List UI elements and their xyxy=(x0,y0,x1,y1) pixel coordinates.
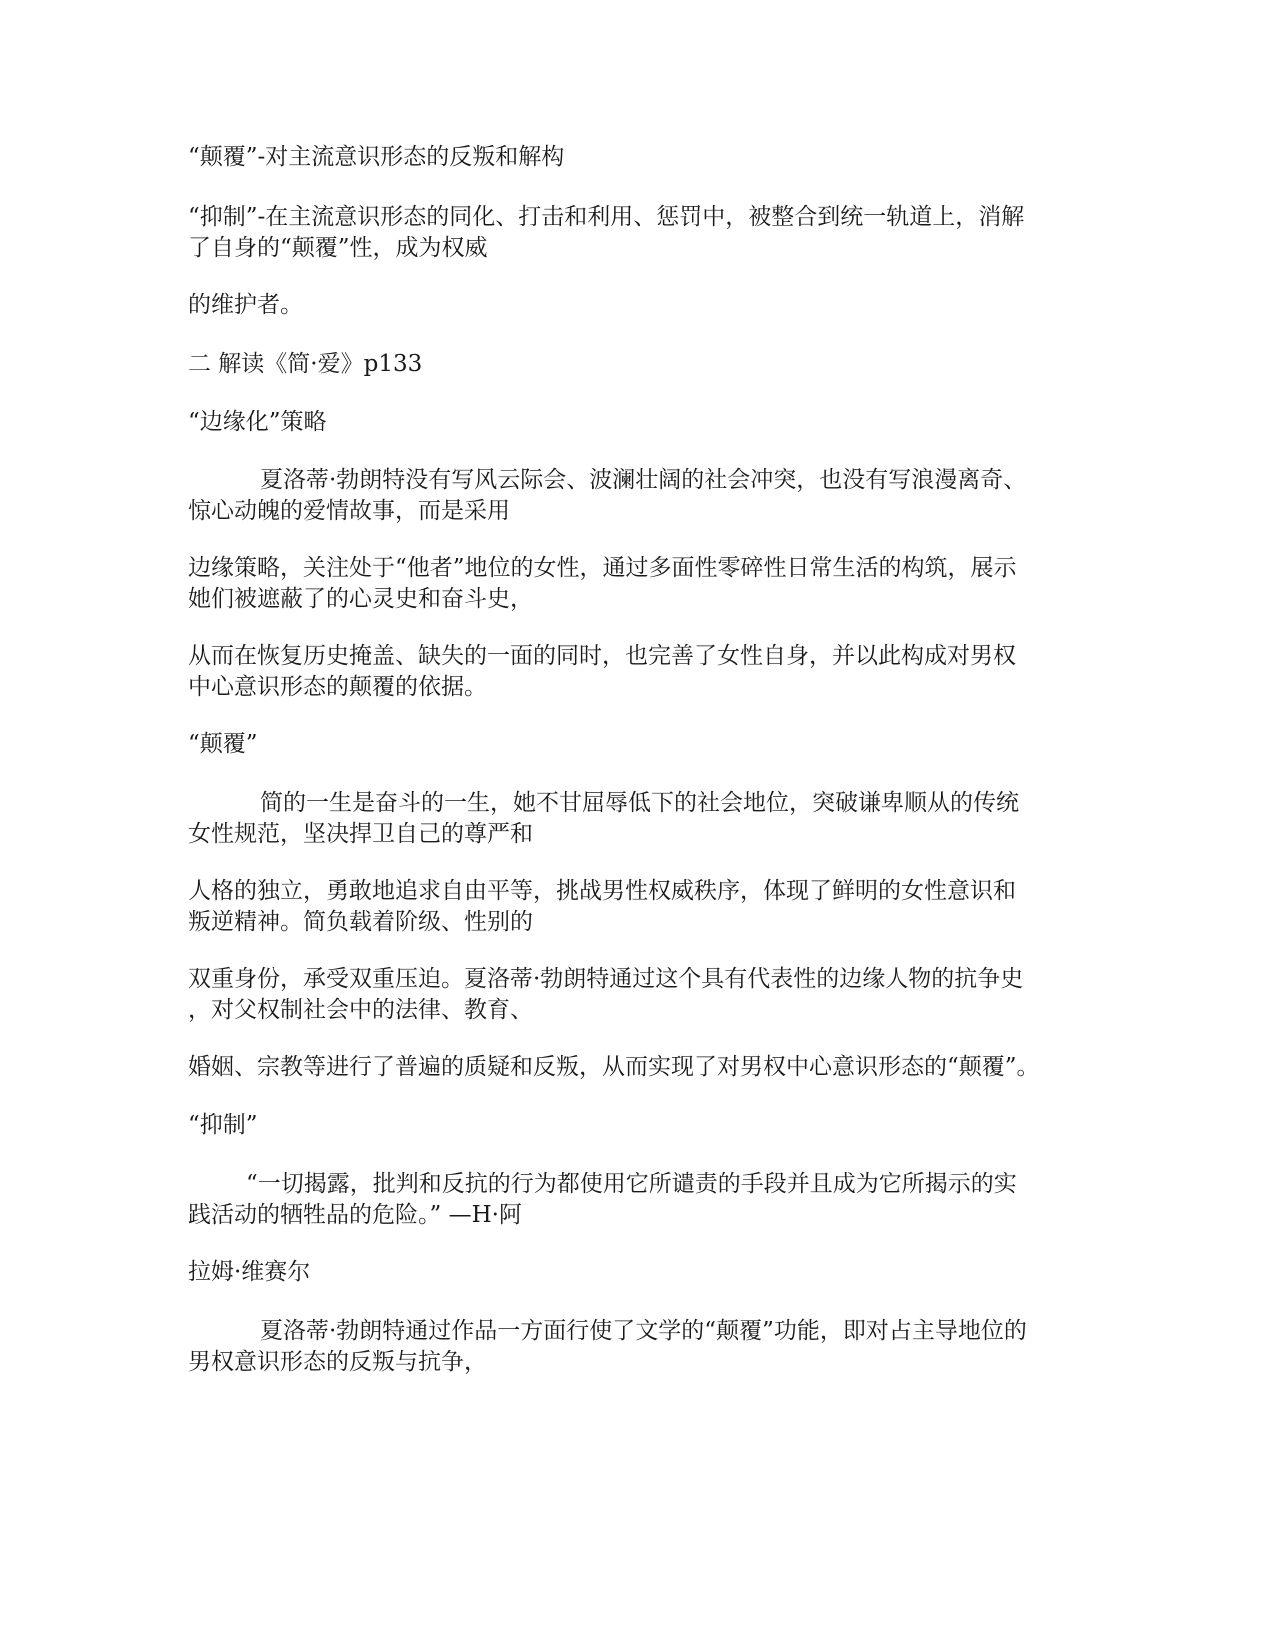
paragraph-marginalization-2 xyxy=(188,553,1088,615)
subheading-subversion xyxy=(188,729,1088,760)
text-line: 边缘策略，关注处于“他者”地位的女性，通过多面性零碎性日常生活的构筑，展示 xyxy=(188,555,1017,581)
paragraph-marginalization-1 xyxy=(188,465,1088,527)
text-line: “抑制” xyxy=(188,1112,258,1138)
text-line: 婚姻、宗教等进行了普遍的质疑和反叛，从而实现了对男权中心意识形态的“颠覆”。 xyxy=(188,1054,1040,1080)
subheading-marginalization xyxy=(188,407,1088,438)
text-line: 践活动的牺牲品的危险。” —H·阿 xyxy=(188,1202,522,1228)
text-line: 二 解读《简·爱》p133 xyxy=(188,351,423,377)
text-line: “边缘化”策略 xyxy=(188,409,327,435)
text-line: “一切揭露，批判和反抗的行为都使用它所谴责的手段并且成为它所揭示的实 xyxy=(246,1171,1017,1197)
text-line: 男权意识形态的反叛与抗争， xyxy=(188,1349,487,1375)
text-line: “颠覆”-对主流意识形态的反叛和解构 xyxy=(188,144,565,170)
paragraph-quote-author xyxy=(188,1257,1088,1288)
text-line: “颠覆” xyxy=(188,731,258,757)
section-heading-jane-eyre xyxy=(188,349,1088,380)
text-line: 拉姆·维赛尔 xyxy=(188,1259,311,1285)
paragraph-subversion-definition xyxy=(188,142,1088,173)
text-line: ，对父权制社会中的法律、教育、 xyxy=(188,997,533,1023)
paragraph-containment-definition xyxy=(188,202,1088,264)
text-line: 她们被遮蔽了的心灵史和奋斗史， xyxy=(188,586,533,612)
paragraph-marginalization-3 xyxy=(188,641,1088,703)
paragraph-subversion-4 xyxy=(188,1052,1088,1083)
paragraph-subversion-1 xyxy=(188,788,1088,850)
text-line: 双重身份，承受双重压迫。夏洛蒂·勃朗特通过这个具有代表性的边缘人物的抗争史 xyxy=(188,966,1024,992)
paragraph-subversion-3 xyxy=(188,964,1088,1026)
text-line: 夏洛蒂·勃朗特没有写风云际会、波澜壮阔的社会冲突，也没有写浪漫离奇、 xyxy=(260,467,1027,493)
paragraph-subversion-2 xyxy=(188,876,1088,938)
text-line: 夏洛蒂·勃朗特通过作品一方面行使了文学的“颠覆”功能，即对占主导地位的 xyxy=(260,1318,1027,1344)
text-line: 从而在恢复历史掩盖、缺失的一面的同时，也完善了女性自身，并以此构成对男权 xyxy=(188,643,1016,669)
text-line: 简的一生是奋斗的一生，她不甘屈辱低下的社会地位，突破谦卑顺从的传统 xyxy=(260,790,1019,816)
text-line: 叛逆精神。简负载着阶级、性别的 xyxy=(188,909,533,935)
text-line: 中心意识形态的颠覆的依据。 xyxy=(188,674,487,700)
text-line: 了自身的“颠覆”性，成为权威 xyxy=(188,235,488,261)
text-line: “抑制”-在主流意识形态的同化、打击和利用、惩罚中，被整合到统一轨道上，消解 xyxy=(188,204,1025,230)
text-line: 女性规范，坚决捍卫自己的尊严和 xyxy=(188,821,533,847)
text-line: 的维护者。 xyxy=(188,292,303,318)
subheading-containment xyxy=(188,1110,1088,1141)
paragraph-containment-continued xyxy=(188,290,1088,321)
paragraph-quote xyxy=(188,1169,1088,1231)
text-line: 人格的独立，勇敢地追求自由平等，挑战男性权威秩序，体现了鲜明的女性意识和 xyxy=(188,878,1016,904)
paragraph-containment-analysis xyxy=(188,1316,1088,1378)
text-line: 惊心动魄的爱情故事，而是采用 xyxy=(188,498,510,524)
